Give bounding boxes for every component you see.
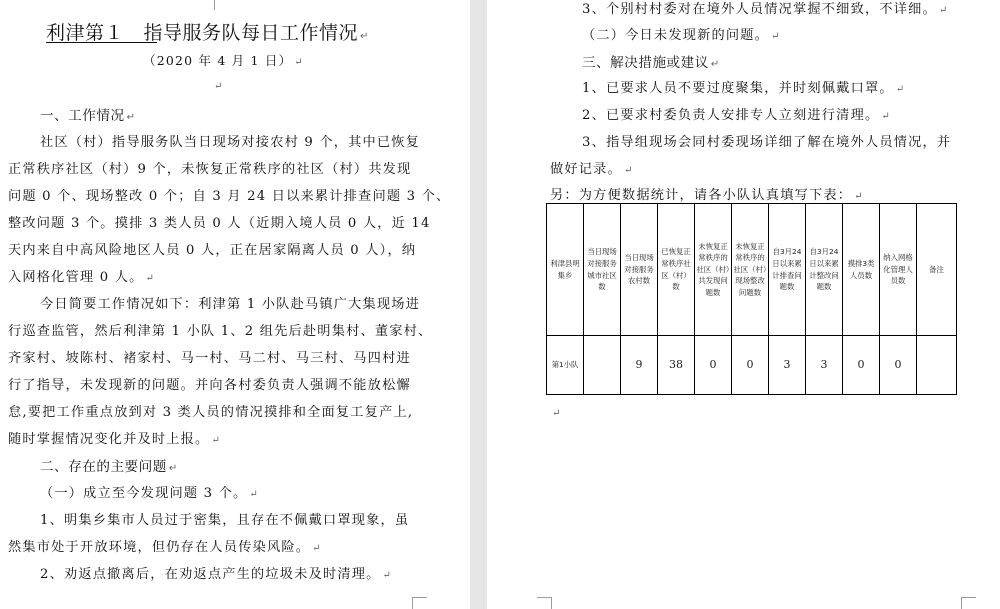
statistics-table <box>546 203 957 395</box>
section-2-heading: 二、存在的主要问题 ↵ <box>40 459 178 475</box>
measure-3-line: 做好记录。 ↵ <box>550 162 634 177</box>
header-cell: 摸排3类人员数 <box>843 204 880 336</box>
table-cell: 9 <box>621 336 658 395</box>
table-cell <box>584 336 621 395</box>
table-header-row <box>547 204 957 336</box>
paragraph-1-line: 入网格化管理 0 人。 ↵ <box>8 270 156 285</box>
problem-item-2: 2、劝返点撤离后，在劝返点产生的垃圾未及时清理。 ↵ <box>40 567 393 582</box>
paragraph-2-line: 今日简要工作情况如下：利津第 1 小队赴马镇广大集现场进 <box>40 297 421 312</box>
paragraph-2-line: 行巡查监管，然后利津第 1 小队 1、2 组先后赴明集村、董家村、 <box>8 324 433 339</box>
header-cell: 当日现场对接服务农村数 <box>621 204 658 336</box>
paragraph-1-line: 社区（村）指导服务队当日现场对接农村 9 个，其中已恢复 <box>40 135 421 150</box>
table-cell: 第1小队 <box>547 336 584 395</box>
corner-mark-bottom-left <box>537 597 552 609</box>
table-row <box>547 336 957 395</box>
paragraph-1-line: 问题 0 个、现场整改 0 个；自 3 月 24 日以来累计排查问题 3 个、 <box>8 189 451 204</box>
header-cell: 利津县明集乡 <box>547 204 584 336</box>
problem-item-3: 3、个别村村委对在境外人员情况掌握不细致，不详细。 ↵ <box>582 2 949 17</box>
paragraph-1-line: 天内来自中高风险地区人员 0 人，正在居家隔离人员 0 人），纳 <box>8 243 417 258</box>
section-3-heading: 三、解决措施或建议 ↵ <box>582 55 720 71</box>
empty-paragraph: ↵ <box>214 81 224 92</box>
table-note: 另：为方便数据统计，请各小队认真填写下表： ↵ <box>550 188 864 203</box>
paragraph-1-line: 整改问题 3 个。摸排 3 类人员 0 人（近期入境人员 0 人，近 14 <box>8 216 431 231</box>
paragraph-2-line: 齐家村、坡陈村、褚家村、马一村、马二村、马三村、马四村进 <box>8 351 411 366</box>
header-cell: 未恢复正常秩序的社区（村）共发现问题数 <box>695 204 732 336</box>
header-cell: 自3月24日以来累计排查问题数 <box>769 204 806 336</box>
header-cell: 纳入网格化管理人员数 <box>880 204 917 336</box>
paragraph-2-line: 怠,要把工作重点放到对 3 类人员的情况摸排和全面复工复产上, <box>8 405 414 420</box>
header-cell: 自3月24日以来累计整改问题数 <box>806 204 843 336</box>
table-cell: 38 <box>658 336 695 395</box>
table-cell: 3 <box>769 336 806 395</box>
paragraph-2-line: 行了指导，未发现新的问题。并向各村委负责人强调不能放松懈 <box>8 378 411 393</box>
problem-item-1-line: 1、明集乡集市人员过于密集，且存在不佩戴口罩现象，虽 <box>40 513 410 528</box>
table-cell: 0 <box>880 336 917 395</box>
paragraph-2-line: 随时掌握情况变化并及时上报。 ↵ <box>8 432 222 447</box>
measure-3-line: 3、指导组现场会同村委现场详细了解在境外人员情况，并 <box>582 135 952 150</box>
measure-2: 2、已要求村委负责人安排专人立刻进行清理。 ↵ <box>582 108 891 123</box>
table-cell: 0 <box>695 336 732 395</box>
header-cell: 备注 <box>917 204 957 336</box>
subsection-1: （一）成立至今发现问题 3 个。 ↵ <box>40 486 260 501</box>
corner-mark-bottom-right <box>412 597 427 609</box>
header-cell: 当日现场对接服务城市社区数 <box>584 204 621 336</box>
table-cell <box>917 336 957 395</box>
header-cell: 已恢复正常秩序社区（村）数 <box>658 204 695 336</box>
date-line: （2020 年 4 月 1 日） ↵ <box>143 53 304 68</box>
left-page <box>0 0 470 609</box>
problem-item-1-line: 然集市处于开放环境，但仍存在人员传染风险。 ↵ <box>8 540 322 555</box>
header-cell: 未恢复正常秩序的社区（村）现场整改问题数 <box>732 204 769 336</box>
table-cell: 0 <box>843 336 880 395</box>
table-cell: 0 <box>732 336 769 395</box>
measure-1: 1、已要求人员不要过度聚集，并时刻佩戴口罩。 ↵ <box>582 81 906 96</box>
corner-mark-bottom-right <box>961 597 976 609</box>
title-underline <box>46 42 157 43</box>
table-cell: 3 <box>806 336 843 395</box>
subsection-2: （二）今日未发现新的问题。 ↵ <box>582 28 781 43</box>
page-title: 利津第１ 指导服务队每日工作情况 ↵ <box>46 22 369 44</box>
empty-paragraph: ↵ <box>552 408 562 419</box>
paragraph-1-line: 正常秩序社区（村）9 个，未恢复正常秩序的社区（村）共发现 <box>8 162 412 177</box>
cursor-mark <box>214 0 215 10</box>
section-1-heading: 一、工作情况 ↵ <box>40 108 136 124</box>
